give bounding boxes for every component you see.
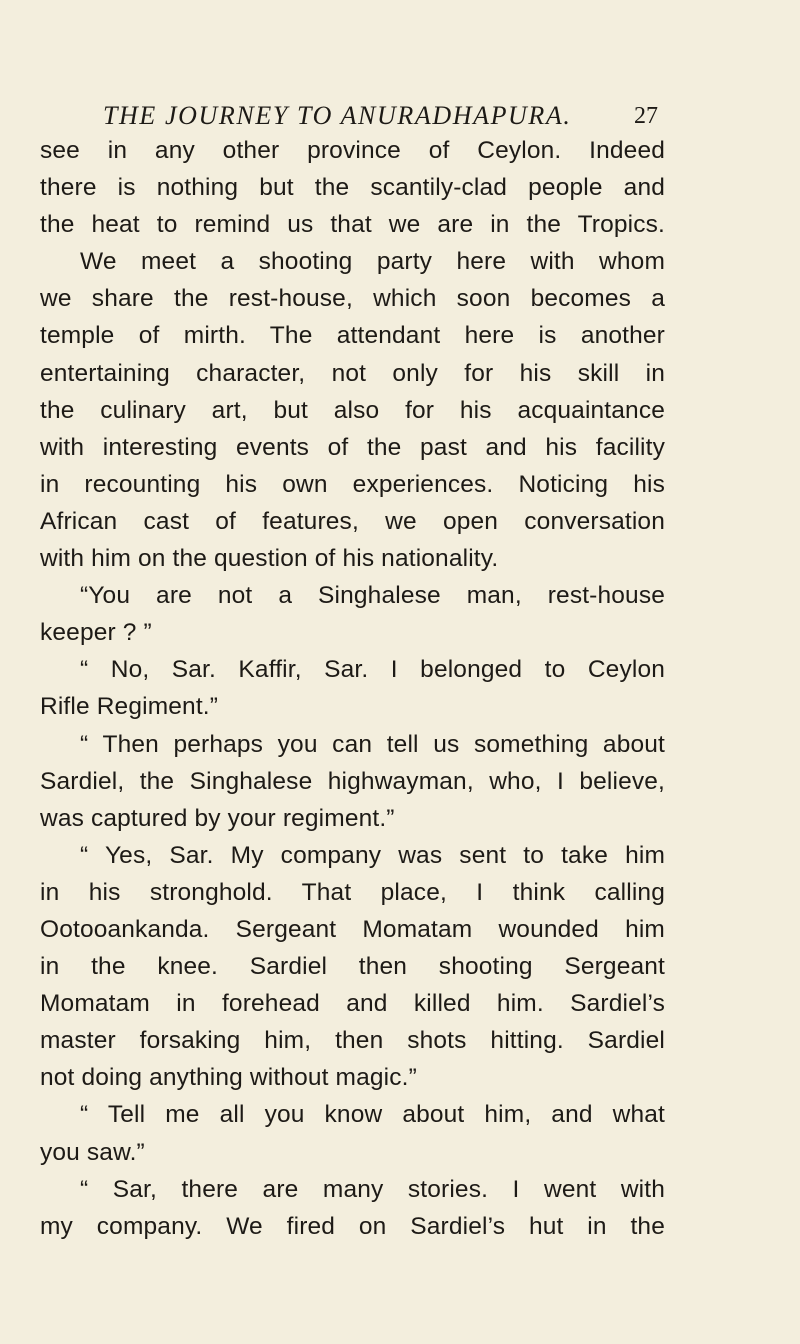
- text-line: entertaining character, not only for his skill in: [40, 359, 665, 387]
- text-line: “ Yes, Sar. My company was sent to take him: [80, 841, 665, 869]
- text-line: we share the rest-house, which soon becomes a: [40, 285, 665, 313]
- text-line: We meet a shooting party here with whom: [80, 248, 665, 276]
- text-line: see in any other province of Ceylon. Indeed: [40, 137, 665, 164]
- body-text: [40, 132, 665, 1245]
- text-line: with him on the question of his nationality.: [40, 545, 499, 573]
- text-line: “ Then perhaps you can tell us something about: [80, 730, 665, 758]
- text-line: “You are not a Singhalese man, rest-house: [80, 582, 665, 610]
- text-line: master forsaking him, then shots hitting. Sardiel: [40, 1027, 665, 1055]
- text-line: in recounting his own experiences. Noticing his: [40, 470, 665, 498]
- text-line: Rifle Regiment.”: [40, 693, 219, 721]
- page-number: 27: [634, 103, 658, 129]
- text-line: was captured by your regiment.”: [40, 804, 395, 832]
- text-line: my company. We fired on Sardiel’s hut in the: [40, 1212, 665, 1240]
- text-line: not doing anything without magic.”: [40, 1064, 417, 1092]
- text-line: “ No, Sar. Kaffir, Sar. I belonged to Ceylon: [80, 656, 665, 684]
- text-line: in his stronghold. That place, I think calling: [40, 878, 665, 906]
- text-line: with interesting events of the past and his facility: [40, 433, 665, 461]
- text-line: temple of mirth. The attendant here is another: [40, 322, 665, 350]
- text-line: “ Tell me all you know about him, and what: [80, 1101, 665, 1129]
- text-line: African cast of features, we open conversation: [40, 507, 665, 535]
- text-line: “ Sar, there are many stories. I went with: [80, 1175, 665, 1203]
- text-line: the culinary art, but also for his acquaintance: [40, 396, 665, 424]
- text-line: Ootooankanda. Sergeant Momatam wounded him: [40, 915, 665, 943]
- running-head: [103, 98, 658, 134]
- text-line: the heat to remind us that we are in the Tropics.: [40, 211, 665, 239]
- text-line: you saw.”: [40, 1138, 145, 1166]
- text-line: Sardiel, the Singhalese highwayman, who, I believe,: [40, 767, 665, 795]
- text-line: there is nothing but the scantily-clad people and: [40, 174, 665, 202]
- text-line: in the knee. Sardiel then shooting Sergeant: [40, 953, 665, 981]
- text-line: keeper ? ”: [40, 619, 152, 647]
- text-line: Momatam in forehead and killed him. Sardiel’s: [40, 990, 665, 1018]
- running-title: THE JOURNEY TO ANURADHAPURA.: [103, 101, 572, 130]
